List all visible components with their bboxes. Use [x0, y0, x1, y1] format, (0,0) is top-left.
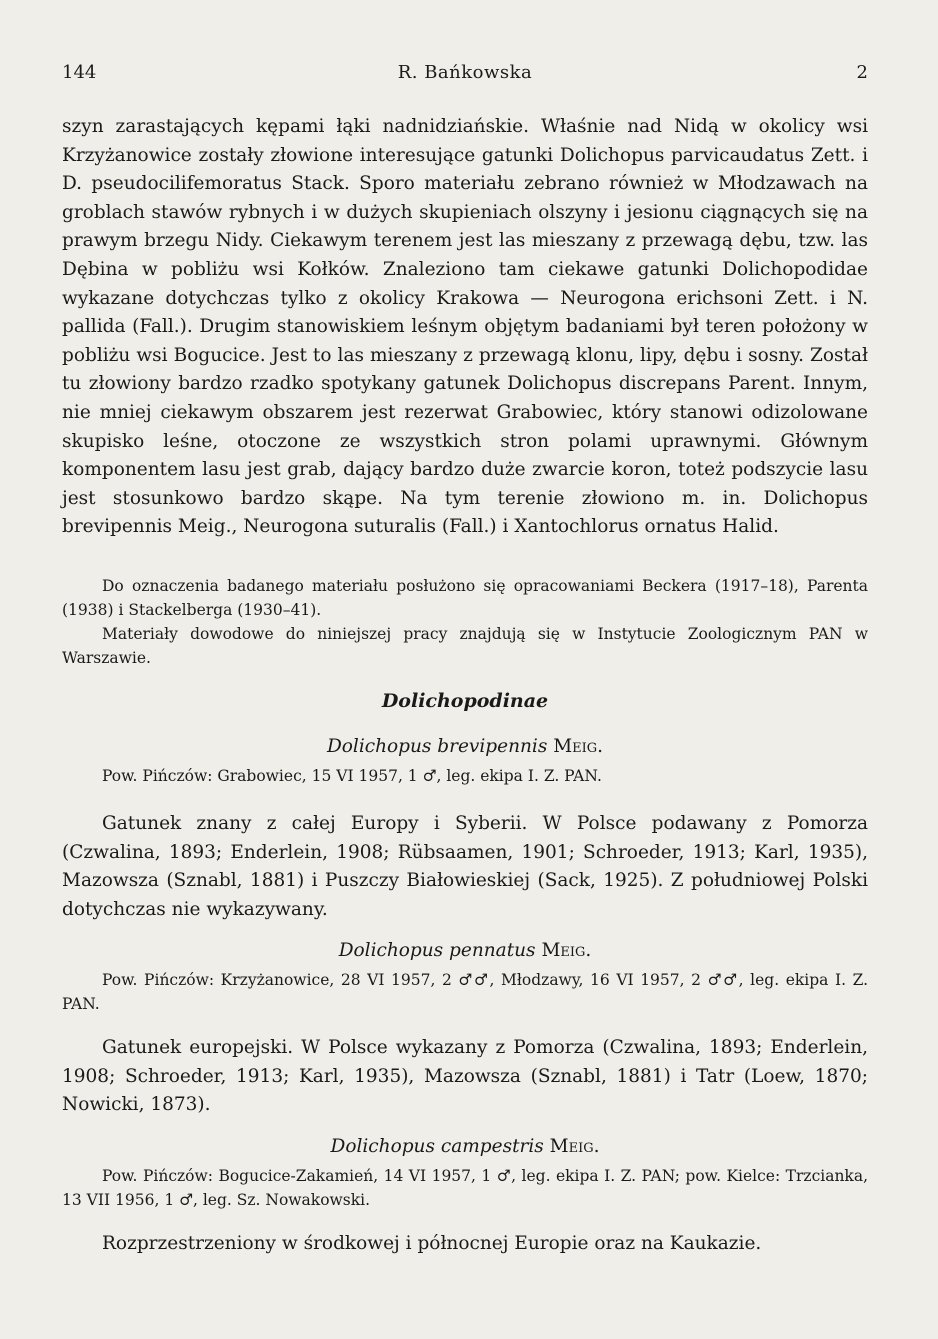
- material-note: Materiały dowodowe do niniejszej pracy znajdują się w Instytucie Zoologicznym PAN w Warszawie.: [62, 625, 868, 667]
- species-records: Pow. Pińczów: Grabowiec, 15 VI 1957, 1 ♂, leg. ekipa I. Z. PAN.: [102, 767, 602, 785]
- species-distribution: Gatunek znany z całej Europy i Syberii. W Polsce podawany z Pomorza (Czwalina, 1893; Enderlein, 1908; Rübsaamen, 1901; Schroeder, 1913; Karl, 1935), Mazowsza (Sznabl, 1881) i Puszczy Białowieskiej (Sack, 1925). Z południowej Polski dotychczas nie wykazywany.: [62, 813, 868, 920]
- species-name: Dolichopus pennatus: [338, 940, 536, 961]
- species-author: Meig.: [549, 1136, 600, 1157]
- intro-paragraph: szyn zarastających kępami łąki nadnidziańskie. Właśnie nad Nidą w okolicy wsi Krzyżanowice zostały złowione interesujące gatunki Dolichopus parvicaudatus Zett. i D. pseudocilifemoratus Stack. Sporo materiału zebrano również w Młodzawach na groblach stawów rybnych i w dużych skupieniach olszyny i jesionu ciągnących się na prawym brzegu Nidy. Ciekawym terenem jest las mieszany z przewagą dębu, tzw. las Dębina w pobliżu wsi Kołków. Znaleziono tam ciekawe gatunki Dolichopodidae wykazane dotychczas tylko z okolicy Krakowa — Neurogona erichsoni Zett. i N. pallida (Fall.). Drugim stanowiskiem leśnym objętym badaniami był teren położony w pobliżu wsi Bogucice. Jest to las mieszany z przewagą klonu, lipy, dębu i sosny. Został tu złowiony bardzo rzadko spotykany gatunek Dolichopus discrepans Parent. Innym, nie mniej ciekawym obszarem jest rezerwat Grabowiec, który stanowi odizolowane skupisko leśne, otoczone ze wszystkich stron polami uprawnymi. Głównym komponentem lasu jest grab, dający bardzo duże zwarcie koron, toteż podszycie lasu jest stosunkowo bardzo skąpe. Na tym terenie złowiono m. in. Dolichopus brevipennis Meig., Neurogona suturalis (Fall.) i Xantochlorus ornatus Halid.: [62, 116, 868, 538]
- species-heading: [62, 1136, 868, 1157]
- methods-note: Do oznaczenia badanego materiału posłużono się opracowaniami Beckera (1917–18), Parenta (1938) i Stackelberga (1930–41).: [62, 577, 868, 619]
- species-distribution: Rozprzestrzeniony w środkowej i północnej Europie oraz na Kaukazie.: [102, 1233, 762, 1254]
- section-title: Dolichopodinae: [381, 690, 549, 712]
- species-heading: [62, 940, 868, 961]
- page-number: 144: [62, 62, 97, 83]
- species-name: Dolichopus brevipennis: [326, 736, 548, 757]
- species-records: Pow. Pińczów: Krzyżanowice, 28 VI 1957, 2 ♂♂, Młodzawy, 16 VI 1957, 2 ♂♂, leg. ekipa I. Z. PAN.: [62, 971, 868, 1013]
- species-heading: [62, 736, 868, 757]
- running-header: [62, 62, 868, 86]
- species-distribution: Gatunek europejski. W Polsce wykazany z Pomorza (Czwalina, 1893; Enderlein, 1908; Schroeder, 1913; Karl, 1935), Mazowsza (Sznabl, 1881) i Tatr (Loew, 1870; Nowicki, 1873).: [62, 1037, 868, 1116]
- species-records: Pow. Pińczów: Bogucice-Zakamień, 14 VI 1957, 1 ♂, leg. ekipa I. Z. PAN; pow. Kielce: Trzcianka, 13 VII 1956, 1 ♂, leg. Sz. Nowakowski.: [62, 1167, 868, 1209]
- running-author: R. Bańkowska: [397, 62, 533, 83]
- species-name: Dolichopus campestris: [330, 1136, 544, 1157]
- species-author: Meig.: [541, 940, 592, 961]
- issue-number: 2: [856, 62, 868, 83]
- species-author: Meig.: [553, 736, 604, 757]
